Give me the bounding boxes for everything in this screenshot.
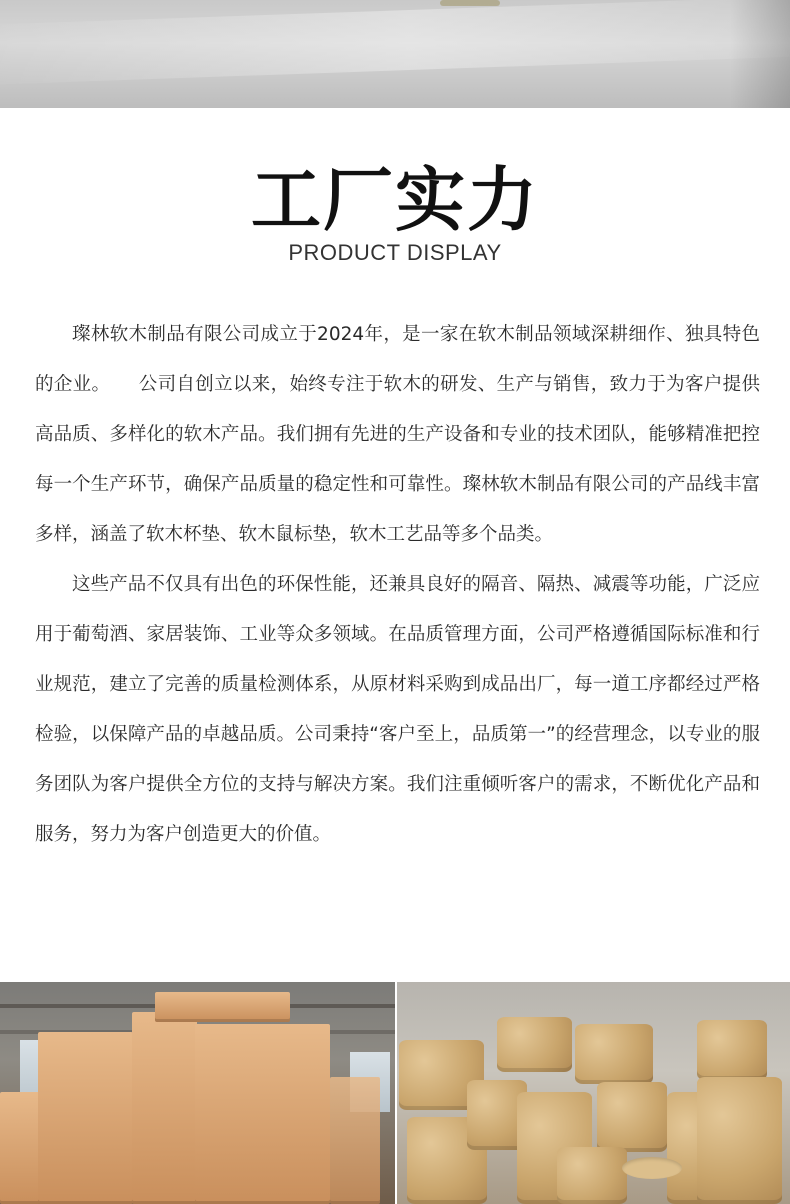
top-photo: [0, 0, 790, 108]
cork-cylinder: [557, 1147, 627, 1204]
cork-cylinder: [697, 1077, 782, 1204]
section-title: 工厂实力: [251, 159, 539, 241]
cork-board-stack: [38, 1032, 133, 1204]
cork-cylinder: [575, 1024, 653, 1084]
cork-cylinder: [697, 1020, 767, 1080]
cork-products-photo: [397, 982, 790, 1204]
cork-board-stack: [195, 1024, 330, 1204]
warehouse-photo: [0, 982, 395, 1204]
section-subtitle: PRODUCT DISPLAY: [288, 240, 502, 265]
cork-cylinder: [597, 1082, 667, 1152]
cork-ring-top: [622, 1157, 682, 1179]
paragraph-intro: 璨林软木制品有限公司成立于2024年，是一家在软木制品领域深耕细作、独具特色的企业。 公司自创立以来，始终专注于软木的研发、生产与销售，致力于为客户提供高品质、多样化的软木产品。我们拥有先进的生产设备和专业的技术团队，能够精准把控每一个生产环节，确保产品质量的稳定性和可靠性。璨林软木制品有限公司的产品线丰富多样，涵盖了软木杯垫、软木鼠标垫，软木工艺品等多个品类。: [35, 324, 760, 545]
paragraph-quality: 这些产品不仅具有出色的环保性能，还兼具良好的隔音、隔热、减震等功能，广泛应用于葡萄酒、家居装饰、工业等众多领域。在品质管理方面，公司严格遵循国际标准和行业规范，建立了完善的质量检测体系，从原材料采购到成品出厂，每一道工序都经过严格检验，以保障产品的卓越品质。公司秉持“客户至上，品质第一”的经营理念，以专业的服务团队为客户提供全方位的支持与解决方案。我们注重倾听客户的需求，不断优化产品和服务，努力为客户创造更大的价值。: [35, 574, 760, 845]
cork-board-stack: [330, 1077, 380, 1204]
photo-streak: [440, 0, 500, 6]
photo-edge-shadow: [730, 0, 790, 108]
cork-board-stack: [132, 1012, 197, 1204]
cork-board-stack: [0, 1092, 40, 1204]
photo-sheen: [0, 0, 790, 86]
cork-board-stack: [155, 992, 290, 1022]
company-description: [35, 310, 760, 860]
cork-cylinder: [497, 1017, 572, 1072]
